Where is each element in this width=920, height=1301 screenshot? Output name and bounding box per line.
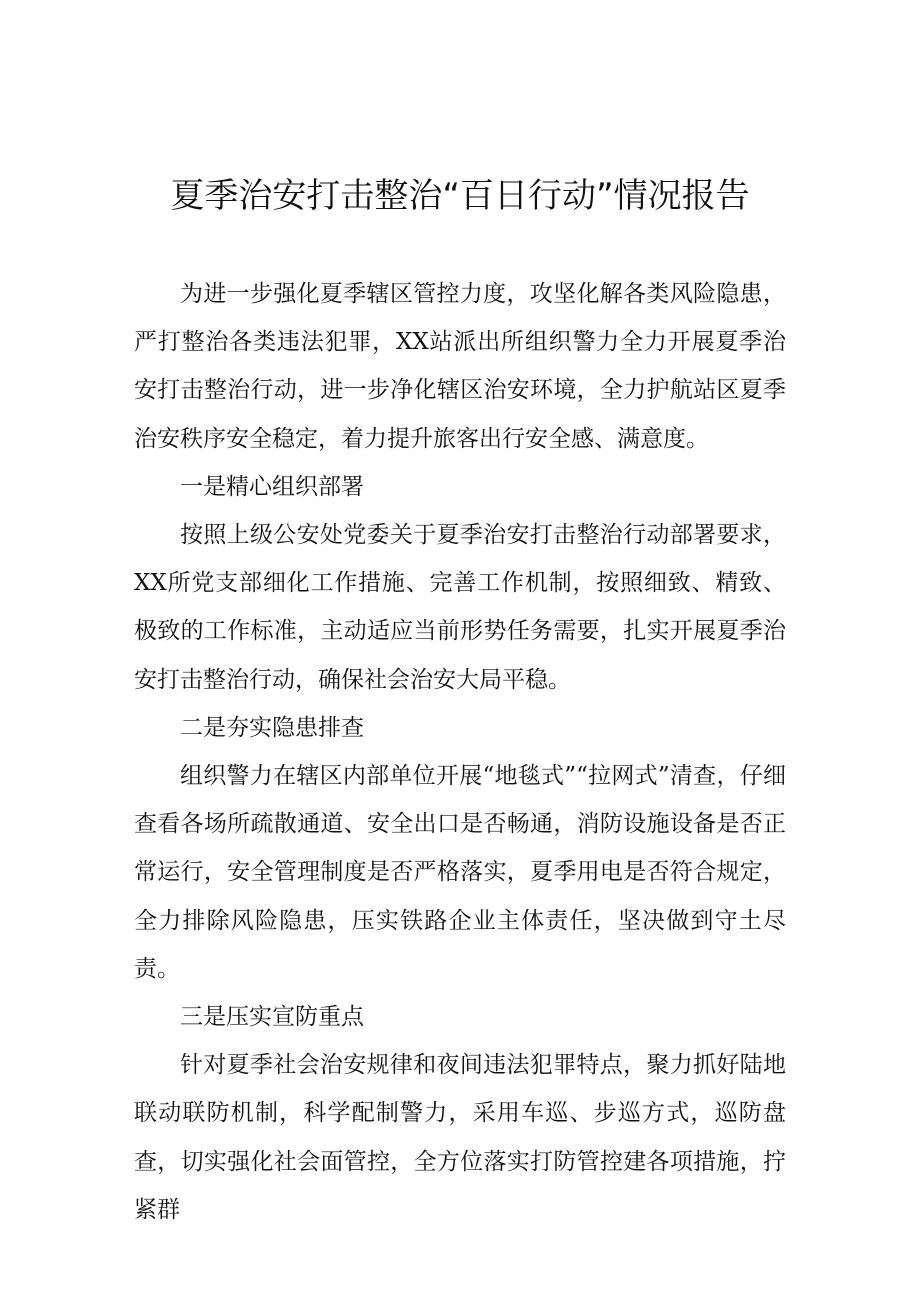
section-paragraph-2: 组织警力在辖区内部单位开展“地毯式”“拉网式”清查，仔细查看各场所疏散通道、安全出口是否畅通，消防设施设备是否正常运行，安全管理制度是否严格落实，夏季用电是否符合规定，全力排除风险隐患，压实铁路企业主体责任，坚决做到守土尽责。: [134, 763, 786, 982]
section-paragraph-3: 针对夏季社会治安规律和夜间违法犯罪特点，聚力抓好陆地联动联防机制，科学配制警力，采用车巡、步巡方式，巡防盘查，切实强化社会面管控，全方位落实打防管控建各项措施，拧紧群: [134, 1052, 786, 1223]
section-heading-3: 三是压实宣防重点: [180, 1004, 364, 1031]
section-heading-2: 二是夯实隐患排查: [180, 714, 364, 741]
section-paragraph-1: 按照上级公安处党委关于夏季治安打击整治行动部署要求，XX所党支部细化工作措施、完善工作机制，按照细致、精致、极致的工作标准，主动适应当前形势任务需要，扎实开展夏季治安打击整治行动，确保社会治安大局平稳。: [134, 522, 786, 693]
intro-paragraph: 为进一步强化夏季辖区管控力度，攻坚化解各类风险隐患，严打整治各类违法犯罪，XX站派出所组织警力全力开展夏季治安打击整治行动，进一步净化辖区治安环境，全力护航站区夏季治安秩序安全稳定，着力提升旅客出行安全感、满意度。: [134, 281, 786, 452]
document-title: 夏季治安打击整治“百日行动”情况报告: [170, 176, 750, 216]
document-body: [134, 270, 786, 1234]
section-heading-1: 一是精心组织部署: [180, 473, 364, 500]
